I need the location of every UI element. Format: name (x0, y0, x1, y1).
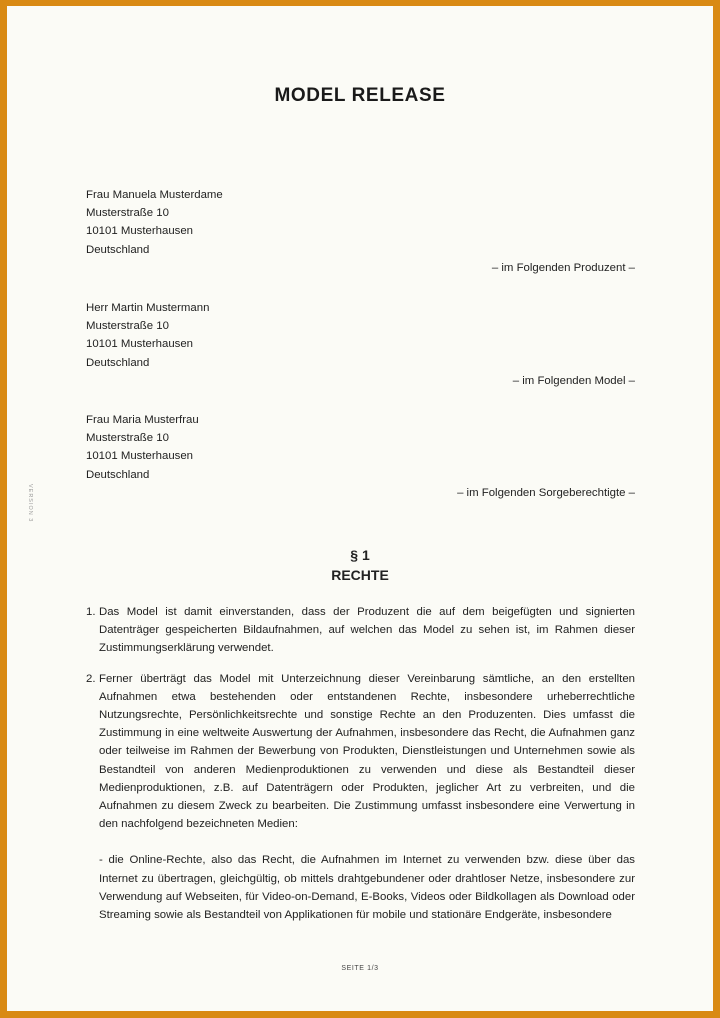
party-street: Musterstraße 10 (86, 207, 169, 220)
party-country: Deutschland (86, 356, 150, 369)
party-producer (86, 186, 635, 277)
item-text (99, 603, 635, 658)
party-model (86, 299, 635, 390)
section-number: § 1 (350, 547, 370, 563)
item-paragraph: Das Model ist damit einverstanden, dass der Produzent die auf dem beigefügten und signierten Datenträger gespeicherten Bildaufnahmen, auf welchen das Model zu sehen ist, im Rahmen dieser Zustimmungserklärung verwendet. (99, 606, 635, 655)
document-title: MODEL RELEASE (274, 85, 446, 106)
party-street: Musterstraße 10 (86, 320, 169, 333)
item-subparagraph: - die Online-Rechte, also das Recht, die Aufnahmen im Internet zu verwenden bzw. diese über das Internet zu übertragen, gleichgültig, ob mittels drahtgebundener oder drahtloser Netze, insbesondere zur Verwendung auf Webseiten, für Video-on-Demand, E-Books, Videos oder Bildkollagen als Download oder Streaming sowie als Bestandteil von Applikationen für mobile und stationäre Endgeräte, insbesondere (99, 854, 635, 922)
item-paragraph: Ferner überträgt das Model mit Unterzeichnung dieser Vereinbarung sämtliche, an den erstellten Aufnahmen etwa bestehenden oder entstandenen Rechte, insbesondere urheberrechtliche Nutzungsrechte, Persönlichkeitsrechte und sonstige Rechte an den Produzenten. Dies umfasst die Zustimmung in eine weltweite Auswertung der Aufnahmen, insbesondere das Recht, die Aufnahmen ganz oder teilweise im Rahmen der Bewerbung von Produkten, Dienstleistungen und Unternehmen sowie als Bestandteil von anderen Medienproduktionen zu verwenden und diese als Bestandteil dieser Medienproduktionen, z.B. auf Datenträgern oder Produkten, jeglicher Art zu verbreiten, und die Aufnahmen zu diesem Zweck zu bearbeiten. Die Zustimmung umfasst insbesondere eine Verwertung in den nachfolgend bezeichneten Medien: (99, 672, 635, 831)
party-guardian (86, 411, 635, 502)
party-role: – im Folgenden Sorgeberechtigte – (457, 486, 635, 499)
version-label: VERSION 3 (27, 484, 33, 523)
party-country: Deutschland (86, 243, 150, 256)
page-number: SEITE 1/3 (341, 965, 379, 972)
party-role: – im Folgenden Model – (512, 374, 635, 387)
item-number: 1. (86, 606, 96, 618)
party-city: 10101 Musterhausen (86, 338, 194, 351)
section-title: RECHTE (331, 567, 389, 583)
party-street: Musterstraße 10 (86, 432, 169, 445)
party-country: Deutschland (86, 468, 150, 481)
document-page (7, 6, 713, 1011)
list-item (86, 603, 635, 658)
party-city: 10101 Musterhausen (86, 225, 194, 238)
section-items (86, 603, 635, 936)
party-city: 10101 Musterhausen (86, 450, 194, 463)
section-heading (7, 545, 713, 585)
list-item (86, 670, 635, 925)
party-name: Frau Maria Musterfrau (86, 414, 199, 426)
item-text (99, 670, 635, 925)
party-name: Frau Manuela Musterdame (86, 189, 223, 201)
party-role: – im Folgenden Produzent – (491, 261, 635, 274)
item-number: 2. (86, 672, 96, 685)
party-name: Herr Martin Mustermann (86, 302, 210, 314)
